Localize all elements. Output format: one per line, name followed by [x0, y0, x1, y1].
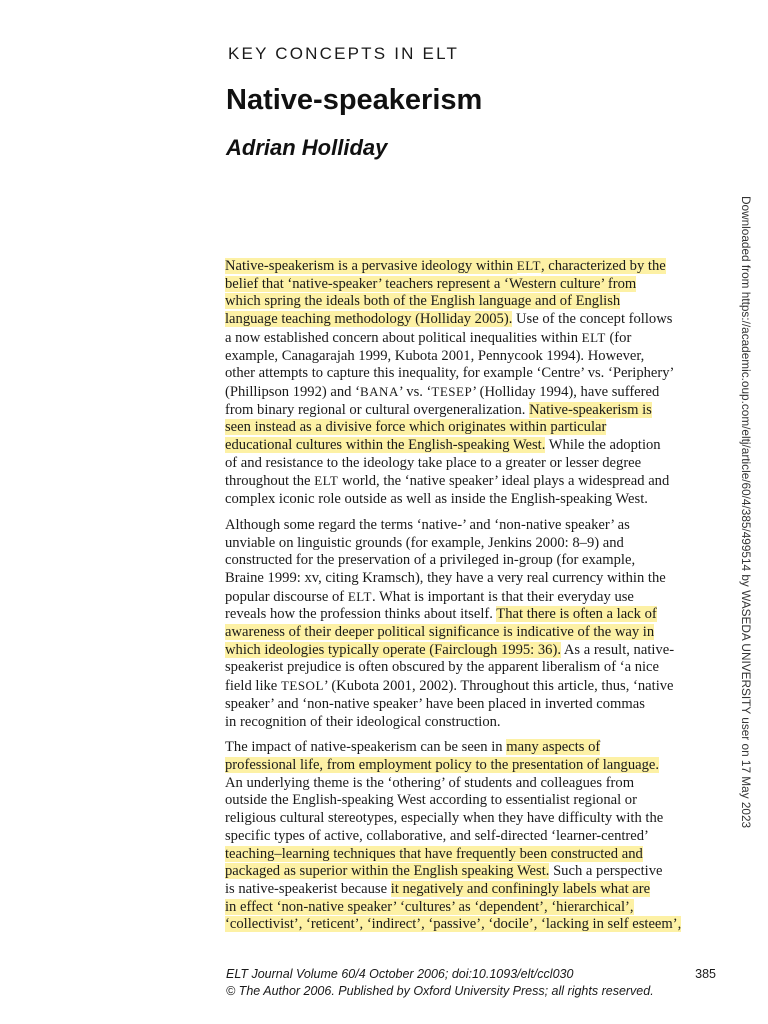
- text-segment: An underlying theme is the ‘othering’ of students and colleagues from: [225, 774, 635, 791]
- text-line: [225, 792, 715, 810]
- download-note[interactable]: Downloaded from https://academic.oup.com/eltj/article/60/4/385/499514 by WASEDA UNIVERSITY user on 17 May 2023: [739, 196, 753, 829]
- highlighted-text: seen instead as a divisive force which originates within particular: [225, 419, 607, 436]
- text-line: [225, 739, 715, 757]
- text-line: [225, 276, 715, 294]
- text-segment: unviable on linguistic grounds (for example, Jenkins 2000: 8–9) and: [225, 534, 624, 551]
- text-line: [225, 714, 715, 732]
- text-segment: ELT: [581, 329, 606, 345]
- highlighted-text: language teaching methodology (Holliday 2005).: [225, 311, 513, 328]
- text-segment: other attempts to capture this inequality, for example ‘Centre’ vs. ‘Periphery’: [225, 365, 675, 382]
- text-line: [225, 659, 715, 677]
- highlighted-text: teaching–learning techniques that have frequently been constructed and: [225, 845, 643, 862]
- highlighted-text: which ideologies typically operate (Fairclough 1995: 36).: [225, 641, 561, 658]
- text-line: [225, 916, 715, 934]
- text-line: [225, 491, 715, 509]
- text-segment: complex iconic role outside as well as inside the English-speaking West.: [225, 491, 648, 508]
- highlighted-text: , characterized by the: [540, 258, 666, 274]
- text-line: [225, 810, 715, 828]
- text-line: [225, 570, 715, 588]
- text-segment: specific types of active, collaborative, and self-directed ‘learner-centred’: [225, 827, 649, 844]
- highlighted-text: awareness of their deeper political significance is indicative of the way in: [225, 624, 655, 641]
- highlighted-text: belief that ‘native-speaker’ teachers represent a ‘Western culture’ from: [225, 275, 637, 292]
- text-line: [225, 881, 715, 899]
- author-name: Adrian Holliday: [226, 135, 388, 160]
- text-segment: . What is important is that their everyday use: [371, 588, 634, 605]
- text-line: [225, 775, 715, 793]
- text-segment: While the adoption: [545, 437, 661, 454]
- download-sidebar: [735, 196, 755, 856]
- text-segment: ’ (Kubota 2001, 2002). Throughout this article, thus, ‘native: [323, 678, 674, 695]
- text-line: [225, 437, 715, 455]
- text-segment: reveals how the profession thinks about itself.: [225, 606, 497, 623]
- text-segment: ’ (Holliday 1994), have suffered: [472, 383, 660, 400]
- text-segment: The impact of native-speakerism can be seen in: [225, 739, 507, 756]
- journal-citation: ELT Journal Volume 60/4 October 2006; doi:10.1093/elt/ccl030: [226, 967, 574, 981]
- text-segment: from binary regional or cultural overgeneralization.: [225, 401, 530, 418]
- highlighted-text: Native-speakerism is: [529, 401, 652, 418]
- text-segment: outside the English-speaking West according to essentialist regional or: [225, 792, 637, 809]
- highlighted-text: packaged as superior within the English speaking West.: [225, 863, 550, 880]
- text-segment: Such a perspective: [549, 863, 663, 880]
- text-segment: world, the ‘native speaker’ ideal plays a widespread and: [338, 473, 670, 490]
- article-body: [225, 257, 715, 942]
- text-segment: Although some regard the terms ‘native-’ and ‘non-native speaker’ as: [225, 516, 630, 533]
- text-line: [225, 419, 715, 437]
- highlighted-text: which spring the ideals both of the English language and of English: [225, 293, 621, 310]
- text-line: [225, 846, 715, 864]
- text-segment: (for: [605, 329, 632, 346]
- text-line: [225, 293, 715, 311]
- text-line: [225, 757, 715, 775]
- text-segment: speakerist prejudice is often obscured by the apparent liberalism of ‘a nice: [225, 659, 660, 676]
- text-line: [225, 552, 715, 570]
- body-paragraph: [225, 517, 715, 731]
- highlighted-text: ‘collectivist’, ‘reticent’, ‘indirect’, ‘passive’, ‘docile’, ‘lacking in self esteem’,: [225, 916, 682, 933]
- text-line: [225, 348, 715, 366]
- text-line: [225, 863, 715, 881]
- text-line: [225, 677, 715, 696]
- text-line: [225, 257, 715, 276]
- page-number: 385: [695, 967, 716, 981]
- text-line: [225, 535, 715, 553]
- text-line: [225, 402, 715, 420]
- text-segment: ’ vs. ‘: [398, 383, 432, 400]
- body-paragraph: [225, 257, 715, 509]
- highlighted-text: That there is often a lack of: [496, 606, 657, 623]
- text-segment: popular discourse of: [225, 588, 348, 605]
- text-segment: throughout the: [225, 473, 315, 490]
- page-footer: [226, 966, 716, 1000]
- text-line: [225, 696, 715, 714]
- body-paragraph: [225, 739, 715, 934]
- text-segment: constructed for the preservation of a privileged in-group (for example,: [225, 552, 636, 569]
- text-line: [225, 365, 715, 383]
- text-segment: ELT: [347, 588, 372, 604]
- text-segment: example, Canagarajah 1999, Kubota 2001, Pennycook 1994). However,: [225, 347, 645, 364]
- copyright-notice: © The Author 2006. Published by Oxford University Press; all rights reserved.: [226, 984, 654, 998]
- text-segment: speaker’ and ‘non-native speaker’ have been placed in inverted commas: [225, 695, 645, 712]
- text-line: [225, 311, 715, 329]
- text-line: [225, 899, 715, 917]
- highlighted-text: ELT: [516, 258, 541, 273]
- highlighted-text: professional life, from employment policy to the presentation of language.: [225, 756, 660, 773]
- text-segment: ELT: [314, 473, 339, 489]
- series-label: KEY CONCEPTS IN ELT: [228, 44, 460, 63]
- text-segment: is native-speakerist because: [225, 880, 391, 897]
- text-line: [225, 455, 715, 473]
- text-line: [225, 472, 715, 491]
- text-segment: As a result, native-: [560, 641, 675, 658]
- text-segment: BANA: [360, 383, 399, 399]
- text-segment: of and resistance to the ideology take place to a greater or lesser degree: [225, 454, 642, 471]
- text-segment: Use of the concept follows: [512, 311, 673, 328]
- highlighted-text: it negatively and confiningly labels what are: [390, 880, 651, 897]
- text-line: [225, 383, 715, 402]
- text-segment: a now established concern about political inequalities within: [225, 329, 582, 346]
- text-segment: TESOL: [280, 678, 324, 694]
- text-line: [225, 642, 715, 660]
- highlighted-text: many aspects of: [506, 739, 601, 756]
- text-segment: TESEP: [431, 383, 473, 399]
- text-line: [225, 329, 715, 348]
- text-segment: Braine 1999: xv, citing Kramsch), they have a very real currency within the: [225, 569, 666, 586]
- text-segment: religious cultural stereotypes, especially when they have difficulty with the: [225, 810, 664, 827]
- highlighted-text: in effect ‘non-native speaker’ ‘cultures’ as ‘dependent’, ‘hierarchical’,: [225, 898, 634, 915]
- text-line: [225, 828, 715, 846]
- text-segment: in recognition of their ideological construction.: [225, 713, 501, 730]
- highlighted-text: Native-speakerism is a pervasive ideology within: [225, 258, 517, 274]
- article-title: Native-speakerism: [226, 84, 483, 116]
- text-line: [225, 624, 715, 642]
- text-line: [225, 606, 715, 624]
- highlighted-text: educational cultures within the English-speaking West.: [225, 437, 546, 454]
- text-segment: (Phillipson 1992) and ‘: [225, 383, 360, 400]
- text-line: [225, 588, 715, 607]
- text-line: [225, 517, 715, 535]
- text-segment: field like: [225, 678, 281, 695]
